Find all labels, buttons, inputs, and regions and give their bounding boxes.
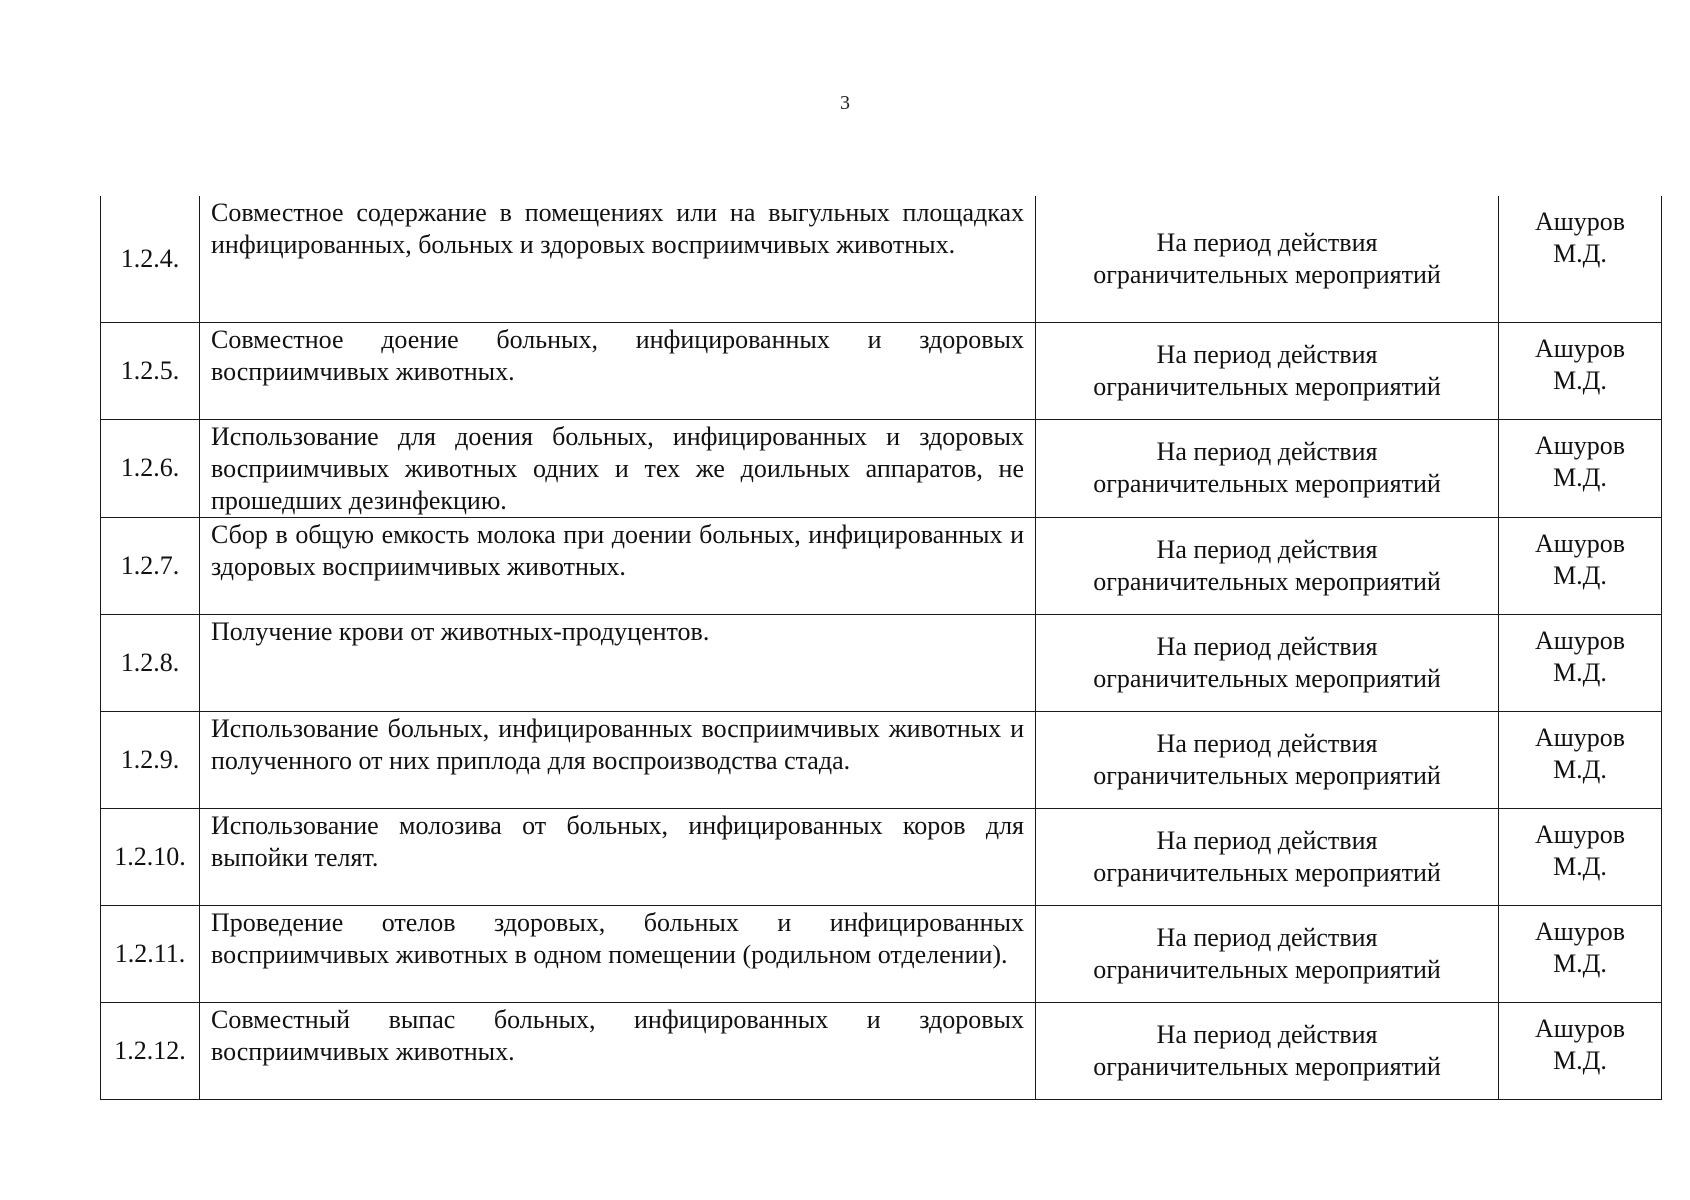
- item-number: 1.2.8.: [101, 614, 200, 711]
- responsible-surname: Ашуров: [1534, 916, 1626, 946]
- item-responsible: [1499, 196, 1662, 322]
- period-line-2: ограничительных мероприятий: [1093, 566, 1441, 596]
- period-line-2: ограничительных мероприятий: [1093, 1051, 1441, 1081]
- responsible-initials: М.Д.: [1553, 462, 1607, 492]
- responsible-surname: Ашуров: [1534, 333, 1626, 363]
- table-row: [101, 1002, 1662, 1099]
- item-period: [1036, 808, 1499, 905]
- responsible-initials: М.Д.: [1553, 560, 1607, 590]
- responsible-initials: М.Д.: [1553, 851, 1607, 881]
- item-description: Сбор в общую емкость молока при доении больных, инфицированных и здоровых восприимчивых животных.: [200, 517, 1036, 614]
- responsible-initials: М.Д.: [1553, 657, 1607, 687]
- period-line-1: На период действия: [1156, 534, 1378, 564]
- period-line-1: На период действия: [1156, 1019, 1378, 1049]
- item-period: [1036, 614, 1499, 711]
- responsible-surname: Ашуров: [1534, 819, 1626, 849]
- item-period: [1036, 419, 1499, 517]
- item-period: [1036, 711, 1499, 808]
- item-number: 1.2.6.: [101, 419, 200, 517]
- period-line-1: На период действия: [1156, 227, 1378, 257]
- item-responsible: [1499, 1002, 1662, 1099]
- table-row: [101, 808, 1662, 905]
- item-description: Получение крови от животных-продуцентов.: [200, 614, 1036, 711]
- item-number: 1.2.11.: [101, 905, 200, 1002]
- item-responsible: [1499, 517, 1662, 614]
- measures-table-container: [100, 196, 1637, 1100]
- period-line-2: ограничительных мероприятий: [1093, 259, 1441, 289]
- item-description: Совместный выпас больных, инфицированных и здоровых восприимчивых животных.: [200, 1002, 1036, 1099]
- page-number: 3: [840, 92, 850, 114]
- item-description: Совместное содержание в помещениях или на выгульных площадках инфицированных, больных и здоровых восприимчивых животных.: [200, 196, 1036, 322]
- table-row: [101, 517, 1662, 614]
- item-description: Использование для доения больных, инфицированных и здоровых восприимчивых животных одних и тех же доильных аппаратов, не прошедших дезинфекцию.: [200, 419, 1036, 517]
- item-period: [1036, 517, 1499, 614]
- item-responsible: [1499, 419, 1662, 517]
- period-line-2: ограничительных мероприятий: [1093, 857, 1441, 887]
- responsible-initials: М.Д.: [1553, 365, 1607, 395]
- item-number: 1.2.5.: [101, 322, 200, 419]
- responsible-surname: Ашуров: [1534, 625, 1626, 655]
- item-period: [1036, 905, 1499, 1002]
- item-responsible: [1499, 711, 1662, 808]
- item-responsible: [1499, 905, 1662, 1002]
- table-row: [101, 419, 1662, 517]
- responsible-initials: М.Д.: [1553, 754, 1607, 784]
- item-number: 1.2.10.: [101, 808, 200, 905]
- item-description: Проведение отелов здоровых, больных и инфицированных восприимчивых животных в одном помещении (родильном отделении).: [200, 905, 1036, 1002]
- item-responsible: [1499, 322, 1662, 419]
- table-row: [101, 322, 1662, 419]
- period-line-1: На период действия: [1156, 922, 1378, 952]
- period-line-2: ограничительных мероприятий: [1093, 954, 1441, 984]
- item-number: 1.2.12.: [101, 1002, 200, 1099]
- measures-table: [100, 196, 1662, 1100]
- responsible-surname: Ашуров: [1534, 1013, 1626, 1043]
- table-row: [101, 614, 1662, 711]
- item-period: [1036, 322, 1499, 419]
- item-number: 1.2.4.: [101, 196, 200, 322]
- responsible-surname: Ашуров: [1534, 207, 1626, 236]
- item-responsible: [1499, 808, 1662, 905]
- responsible-initials: М.Д.: [1553, 1045, 1607, 1075]
- responsible-surname: Ашуров: [1534, 528, 1626, 558]
- period-line-1: На период действия: [1156, 728, 1378, 758]
- period-line-2: ограничительных мероприятий: [1093, 760, 1441, 790]
- responsible-surname: Ашуров: [1534, 430, 1626, 460]
- item-description: Использование молозива от больных, инфицированных коров для выпойки телят.: [200, 808, 1036, 905]
- item-description: Использование больных, инфицированных восприимчивых животных и полученного от них приплода для воспроизводства стада.: [200, 711, 1036, 808]
- responsible-initials: М.Д.: [1553, 239, 1607, 268]
- period-line-2: ограничительных мероприятий: [1093, 469, 1441, 498]
- item-description: Совместное доение больных, инфицированных и здоровых восприимчивых животных.: [200, 322, 1036, 419]
- period-line-2: ограничительных мероприятий: [1093, 371, 1441, 401]
- period-line-1: На период действия: [1156, 437, 1378, 466]
- period-line-1: На период действия: [1156, 825, 1378, 855]
- item-number: 1.2.7.: [101, 517, 200, 614]
- item-period: [1036, 1002, 1499, 1099]
- table-row: [101, 711, 1662, 808]
- item-number: 1.2.9.: [101, 711, 200, 808]
- period-line-2: ограничительных мероприятий: [1093, 663, 1441, 693]
- period-line-1: На период действия: [1156, 631, 1378, 661]
- item-responsible: [1499, 614, 1662, 711]
- period-line-1: На период действия: [1156, 339, 1378, 369]
- table-row: [101, 905, 1662, 1002]
- table-row: [101, 196, 1662, 322]
- responsible-surname: Ашуров: [1534, 722, 1626, 752]
- responsible-initials: М.Д.: [1553, 948, 1607, 978]
- item-period: [1036, 196, 1499, 322]
